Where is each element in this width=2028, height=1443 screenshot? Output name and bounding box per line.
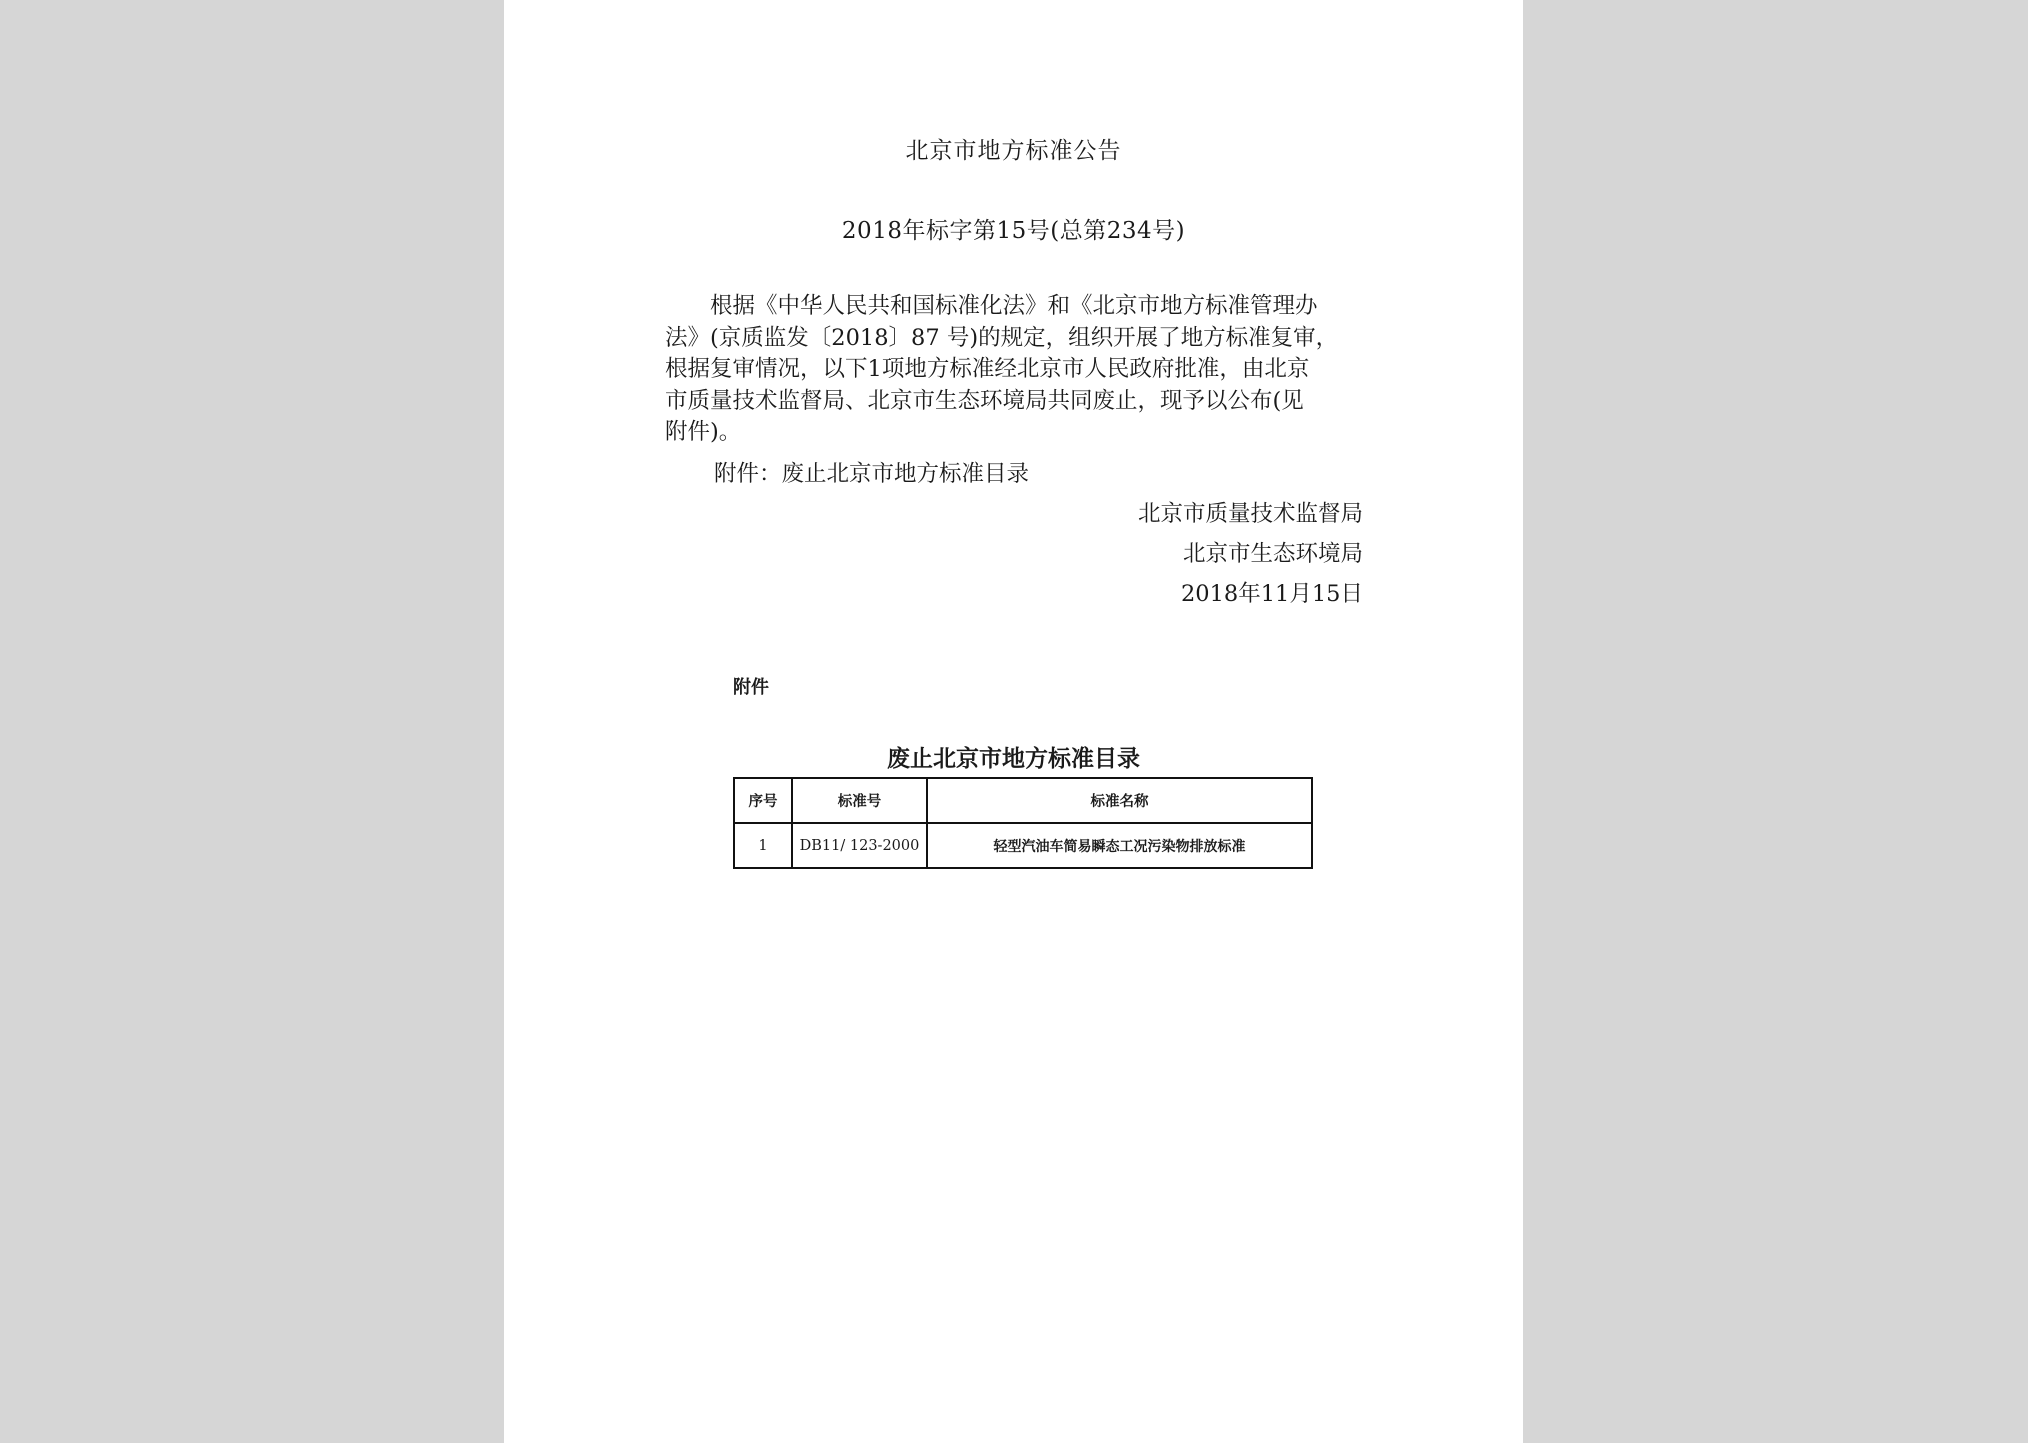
table-row (734, 823, 1312, 868)
notice-body (665, 291, 1371, 449)
cell-code: DB11/ 123-2000 (792, 823, 927, 868)
notice-date: 2018年11月15日 (1180, 581, 1363, 607)
signatory-ecology-bureau: 北京市生态环境局 (1182, 541, 1363, 567)
document-page (504, 0, 1523, 1443)
table-header-row (734, 778, 1312, 823)
doc-number: 2018年标字第15号(总第234号) (841, 218, 1186, 244)
body-line: 根据复审情况，以下1项地方标准经北京市人民政府批准，由北京 (665, 356, 1310, 382)
column-header-name: 标准名称 (927, 778, 1312, 823)
cell-name: 轻型汽油车简易瞬态工况污染物排放标准 (927, 823, 1312, 868)
column-header-index: 序号 (734, 778, 792, 823)
attachment-label: 附件 (733, 677, 769, 698)
notice-title: 北京市地方标准公告 (905, 138, 1122, 164)
body-line: 附件)。 (665, 419, 742, 445)
standards-table (733, 777, 1313, 869)
cell-index: 1 (734, 823, 792, 868)
attachment-reference: 附件：废止北京市地方标准目录 (714, 461, 1030, 487)
column-header-code: 标准号 (792, 778, 927, 823)
body-line: 市质量技术监督局、北京市生态环境局共同废止，现予以公布(见 (665, 387, 1304, 414)
body-line: 根据《中华人民共和国标准化法》和《北京市地方标准管理办 (665, 293, 1318, 319)
table-title: 废止北京市地方标准目录 (887, 745, 1140, 772)
signatory-quality-bureau: 北京市质量技术监督局 (1137, 501, 1363, 527)
body-line: 法》(京质监发〔2018〕87 号)的规定，组织开展了地方标准复审， (665, 324, 1339, 351)
